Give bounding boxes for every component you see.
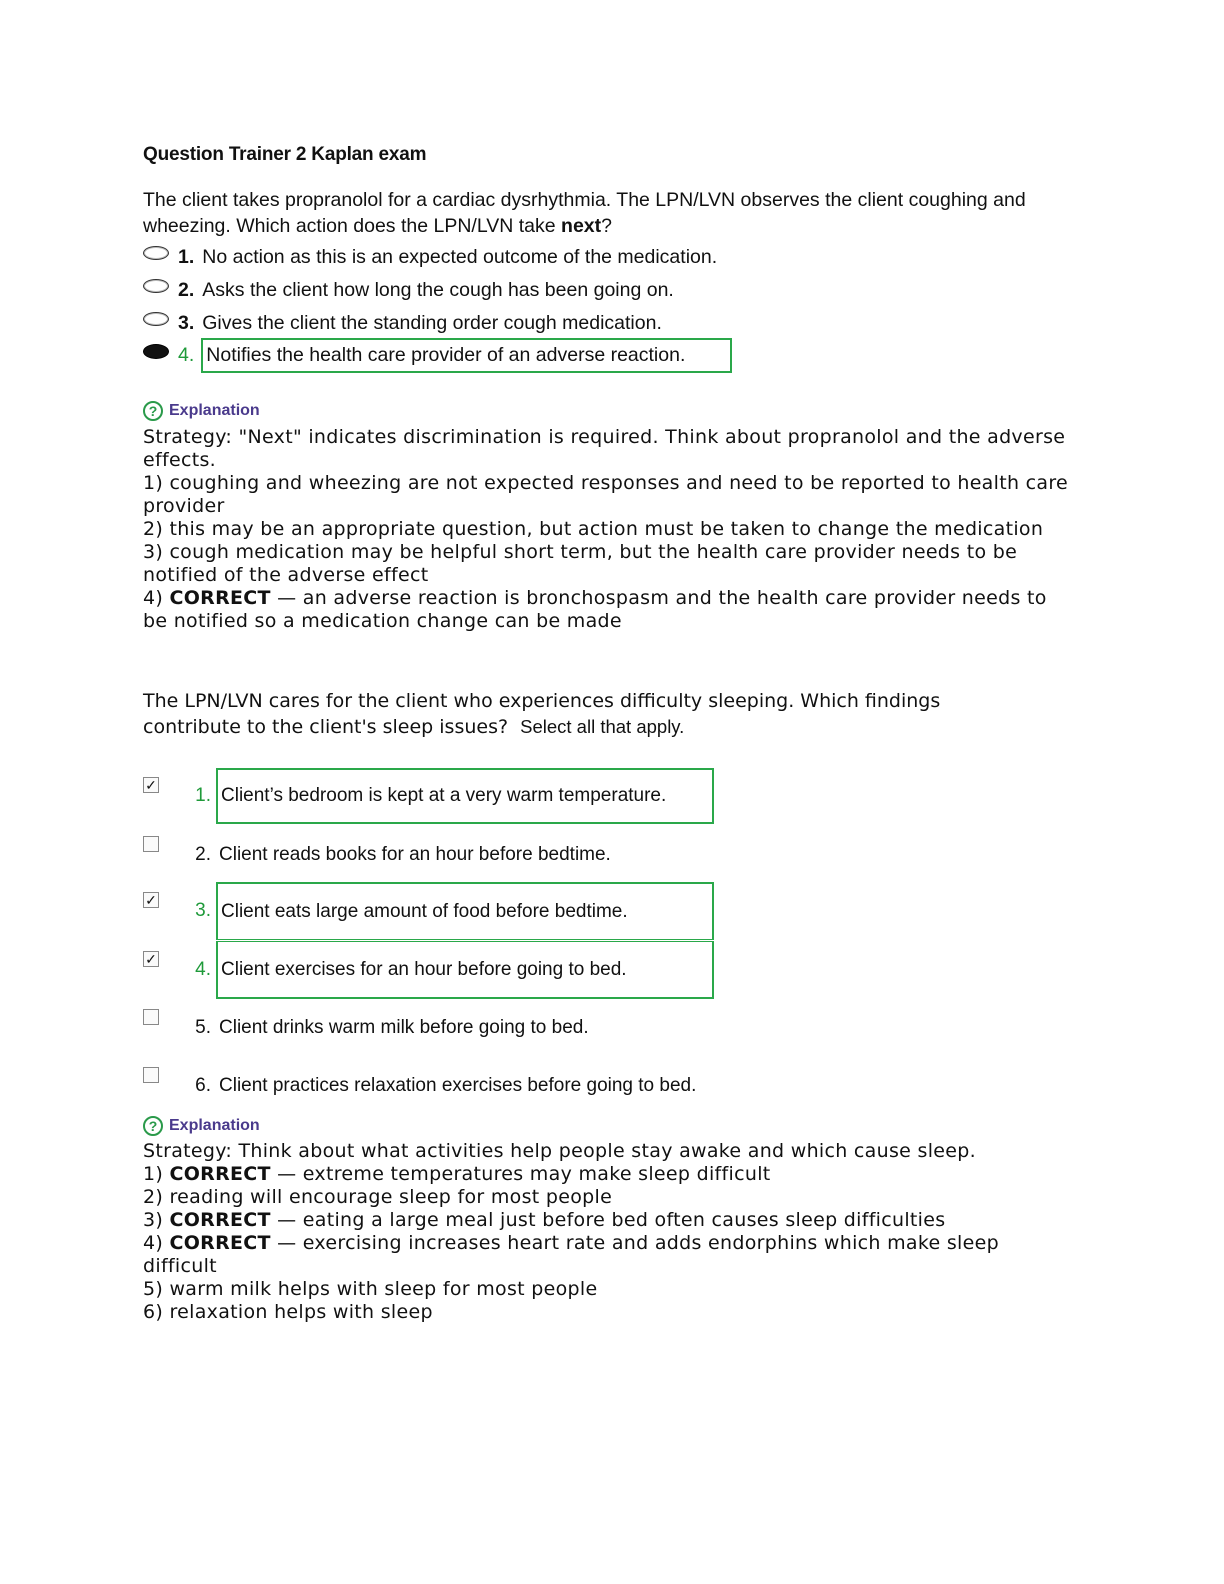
- checkbox-checked[interactable]: [143, 892, 159, 908]
- question-2-stem-text: The LPN/LVN cares for the client who experiences difficulty sleeping. Which findings contribute to the client's sleep issues?: [143, 690, 941, 738]
- correct-answer-box: [201, 338, 732, 373]
- question-2-option-selected[interactable]: [143, 883, 714, 939]
- correct-answer-box: [216, 768, 714, 824]
- option-number: 2.: [178, 278, 195, 301]
- option-text: Client reads books for an hour before bedtime.: [219, 844, 611, 865]
- question-1-option[interactable]: [143, 242, 717, 272]
- option-number: 3.: [178, 311, 195, 334]
- option-text: Client exercises for an hour before going to bed.: [221, 958, 627, 980]
- option-text: Client practices relaxation exercises before going to bed.: [219, 1075, 697, 1096]
- question-1-option[interactable]: [143, 275, 674, 305]
- option-number: 4.: [178, 344, 195, 366]
- radio-button-selected[interactable]: [143, 344, 169, 359]
- option-text: Client’s bedroom is kept at a very warm temperature.: [221, 785, 667, 806]
- document-title: Question Trainer 2 Kaplan exam: [143, 144, 427, 165]
- question-1-stem-end: ?: [601, 215, 612, 237]
- radio-button[interactable]: [143, 312, 169, 326]
- question-circle-icon: ?: [143, 401, 163, 421]
- option-number: 1.: [178, 245, 195, 268]
- checkbox-checked[interactable]: [143, 777, 159, 793]
- line-rest: — eating a large meal just before bed often causes sleep difficulties: [270, 1209, 946, 1231]
- line-rest: — an adverse reaction is bronchospasm and the health care provider needs to be notified so a medication change can be made: [143, 587, 1047, 632]
- select-all-instruction: Select all that apply.: [520, 716, 685, 737]
- explanation-line: 3) cough medication may be helpful short term, but the health care provider needs to be notified of the adverse effect: [143, 541, 1018, 586]
- question-2-option[interactable]: [143, 1058, 696, 1114]
- question-1-stem: [143, 187, 1063, 239]
- option-number: 4.: [195, 959, 211, 980]
- explanation-header[interactable]: [143, 400, 260, 422]
- question-1-stem-emphasis: next: [561, 215, 602, 237]
- checkbox[interactable]: [143, 1067, 159, 1083]
- option-number: 6.: [195, 1075, 211, 1096]
- question-1-stem-text: The client takes propranolol for a cardiac dysrhythmia. The LPN/LVN observes the client coughing and wheezing. Which action does the LPN/LVN take: [143, 189, 1026, 237]
- correct-label: CORRECT: [169, 1232, 271, 1254]
- explanation-label: Explanation: [169, 1117, 260, 1134]
- question-circle-icon: ?: [143, 1116, 163, 1136]
- explanation-line: 5) warm milk helps with sleep for most people: [143, 1278, 598, 1300]
- explanation-line: 2) this may be an appropriate question, but action must be taken to change the medication: [143, 518, 1044, 540]
- checkmark-icon: ✓: [145, 951, 157, 967]
- checkmark-icon: ✓: [145, 892, 157, 908]
- checkbox-checked[interactable]: [143, 951, 159, 967]
- option-text: No action as this is an expected outcome of the medication.: [202, 245, 718, 268]
- explanation-strategy: Strategy: Think about what activities help people stay awake and which cause sleep.: [143, 1140, 976, 1162]
- line-prefix: 3): [143, 1209, 170, 1231]
- radio-button[interactable]: [143, 246, 169, 260]
- checkbox[interactable]: [143, 1009, 159, 1025]
- question-2-option-selected[interactable]: [143, 768, 714, 824]
- explanation-header[interactable]: [143, 1115, 260, 1137]
- explanation-line: 2) reading will encourage sleep for most people: [143, 1186, 613, 1208]
- correct-answer-box: [216, 941, 714, 999]
- option-text: Asks the client how long the cough has been going on.: [202, 278, 674, 301]
- line-rest: — exercising increases heart rate and adds endorphins which make sleep difficult: [143, 1232, 999, 1277]
- explanation-line: [143, 1232, 1073, 1278]
- radio-button[interactable]: [143, 279, 169, 293]
- option-number: 2.: [195, 844, 211, 865]
- explanation-1-body: [143, 426, 1073, 633]
- option-text: Client eats large amount of food before bedtime.: [221, 900, 628, 922]
- option-number: 3.: [195, 900, 211, 921]
- correct-answer-box: [216, 882, 714, 940]
- explanation-line: [143, 1163, 1073, 1186]
- question-2-stem: [143, 688, 1013, 740]
- option-number: 1.: [195, 785, 211, 806]
- option-number: 5.: [195, 1017, 211, 1038]
- correct-label: CORRECT: [169, 1163, 271, 1185]
- checkmark-icon: ✓: [145, 777, 157, 793]
- question-2-option[interactable]: [143, 1000, 589, 1056]
- explanation-line: 1) coughing and wheezing are not expected responses and need to be reported to health care provider: [143, 472, 1069, 517]
- line-prefix: 4): [143, 1232, 170, 1254]
- question-2-option[interactable]: [143, 827, 611, 883]
- option-text: Client drinks warm milk before going to bed.: [219, 1017, 589, 1038]
- question-1-option[interactable]: [143, 308, 662, 338]
- explanation-line: 6) relaxation helps with sleep: [143, 1301, 433, 1323]
- correct-label: CORRECT: [169, 587, 271, 609]
- question-2-option-selected[interactable]: [143, 941, 714, 999]
- line-rest: — extreme temperatures may make sleep difficult: [270, 1163, 771, 1185]
- option-text: Gives the client the standing order cough medication.: [202, 311, 662, 334]
- option-text: Notifies the health care provider of an adverse reaction.: [206, 344, 686, 366]
- question-1-option-selected[interactable]: [143, 339, 732, 372]
- checkbox[interactable]: [143, 836, 159, 852]
- explanation-2-body: [143, 1140, 1073, 1324]
- explanation-line: [143, 1209, 1073, 1232]
- line-prefix: 1): [143, 1163, 170, 1185]
- explanation-label: Explanation: [169, 402, 260, 419]
- correct-label: CORRECT: [169, 1209, 271, 1231]
- explanation-strategy: Strategy: "Next" indicates discrimination is required. Think about propranolol and the adverse effects.: [143, 426, 1066, 471]
- explanation-line: [143, 587, 1073, 633]
- line-prefix: 4): [143, 587, 170, 609]
